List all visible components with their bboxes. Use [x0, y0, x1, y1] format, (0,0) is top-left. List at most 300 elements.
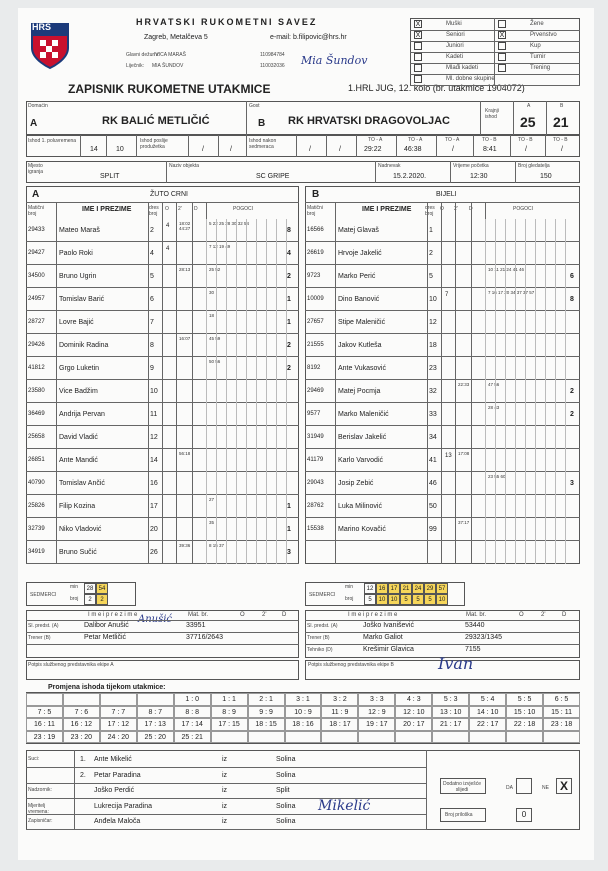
- player-goal-minutes: 28 43: [488, 405, 500, 410]
- category-right-label: Turnir: [530, 54, 546, 60]
- goal-grid-line: [545, 219, 546, 564]
- goal-grid-line: [256, 219, 257, 564]
- official-mat: 7155: [465, 646, 481, 653]
- player-number: 33: [429, 411, 437, 418]
- sedmerci-minute: 16: [376, 583, 388, 594]
- sedmerci-minute: 17: [388, 583, 400, 594]
- score-change-cell: 13 : 10: [432, 706, 469, 719]
- player-mat: 10009: [307, 296, 324, 302]
- score-change-cell: 8 : 9: [211, 706, 248, 719]
- to-a2: 46:38: [404, 146, 422, 153]
- glavni-name: IVICA MARAŠ: [154, 52, 186, 58]
- referee-role-label: Zapisničar:: [28, 818, 53, 824]
- dodatno-box: [440, 778, 486, 794]
- player-suspension: 18:02 44:27: [179, 221, 191, 231]
- player-goal-total: 4: [287, 250, 291, 257]
- score-change-cell: 16 : 11: [26, 718, 63, 731]
- league-info: 1.HRL JUG, 12. kolo (br. utakmice 1904072): [348, 83, 525, 93]
- category-divider: [410, 63, 580, 64]
- sedmerci-a-broj-label: broj: [70, 596, 79, 602]
- official-name: Petar Metličić: [84, 634, 127, 641]
- referee-divider: [26, 829, 426, 830]
- official-divider: [305, 632, 580, 633]
- score-change-cell: [506, 731, 543, 744]
- player-suspension: 16:07: [179, 336, 191, 341]
- object-label: Naziv objekta: [169, 163, 200, 169]
- player-goal-total: 1: [287, 526, 291, 533]
- player-number: 99: [429, 526, 437, 533]
- player-goal-total: 2: [287, 342, 291, 349]
- ne-label: NE: [542, 785, 549, 791]
- category-right-checkbox[interactable]: [498, 64, 506, 72]
- player-warning: 7: [445, 292, 449, 298]
- referee-number: 1.: [80, 756, 86, 763]
- official-name: Marko Galiot: [363, 634, 403, 641]
- match-report-sheet: [18, 8, 594, 860]
- to-b2: /: [525, 146, 527, 153]
- player-name: Lovre Bajić: [59, 319, 94, 326]
- date-value: 15.2.2020.: [393, 173, 427, 180]
- score-change-cell: 21 : 17: [432, 718, 469, 731]
- referee-from: iz: [222, 756, 228, 763]
- score-change-cell: 11 : 9: [321, 706, 358, 719]
- player-name: Paolo Roki: [59, 250, 93, 257]
- home-label: Domaćin: [28, 103, 48, 109]
- score-change-cell: 6 : 5: [543, 693, 580, 706]
- player-mat: 8192: [307, 365, 321, 371]
- category-left-checkbox[interactable]: [414, 75, 422, 83]
- column-divider: [455, 202, 456, 564]
- score-change-cell: 25 : 21: [174, 731, 211, 744]
- player-goal-minutes: 50 56: [209, 359, 221, 364]
- referee-col: [426, 750, 427, 830]
- referee-divider: [26, 767, 426, 768]
- sedmerci-minute: 12: [364, 583, 376, 594]
- column-divider: [441, 202, 442, 564]
- sig-a-label: Potpis službenog predstavnika ekipe A: [28, 662, 114, 668]
- row-divider: [305, 494, 580, 495]
- player-goal-minutes: 45 59: [209, 336, 221, 341]
- player-number: 1: [429, 227, 433, 234]
- object-value: SC GRIPE: [256, 173, 290, 180]
- player-mat: 34500: [28, 273, 45, 279]
- official-divider: [26, 620, 299, 621]
- referee-city: Solina: [276, 771, 296, 779]
- score-change-cell: 20 : 17: [395, 718, 432, 731]
- player-mat: 41179: [307, 457, 324, 463]
- score-change-cell: 18 : 16: [285, 718, 322, 731]
- officials-b-ime-label: I m e i p r e z i m e: [348, 612, 398, 618]
- player-number: 16: [150, 480, 158, 487]
- player-mat: 24957: [28, 296, 45, 302]
- player-name: Marino Kovačić: [338, 526, 386, 533]
- prilozi-value: 0: [516, 808, 532, 822]
- officials-b-box: [305, 610, 580, 658]
- category-left-label: Juniori: [446, 43, 464, 49]
- category-left-checkbox[interactable]: [414, 53, 422, 61]
- goal-grid-line: [206, 219, 207, 564]
- player-suspension: 39:36: [179, 543, 191, 548]
- col-goals-a: POGOCI: [233, 206, 254, 212]
- extra1-a: /: [202, 146, 204, 153]
- to-b3: /: [561, 146, 563, 153]
- place-label: Mjesto igranja: [28, 163, 44, 175]
- player-number: 32: [429, 388, 437, 395]
- extra2-b: /: [339, 146, 341, 153]
- row-divider: [305, 379, 580, 380]
- category-left-label: Ml. dobne skupine: [446, 76, 495, 82]
- goal-grid-line: [246, 219, 247, 564]
- federation-name: HRVATSKI RUKOMETNI SAVEZ: [136, 17, 318, 27]
- to-a1: 29:22: [364, 146, 382, 153]
- score-change-cell: 15 : 10: [506, 706, 543, 719]
- score-change-cell: [358, 731, 395, 744]
- col-two-b: 2': [454, 206, 458, 212]
- score-change-cell: 19 : 17: [358, 718, 395, 731]
- sedmerci-count: 10: [436, 594, 448, 605]
- col-o-b: O: [440, 206, 444, 212]
- player-goal-total: 2: [287, 273, 291, 280]
- score-b: 21: [553, 114, 569, 130]
- player-goal-minutes: 30: [209, 290, 215, 295]
- score-change-cell: 9 : 9: [248, 706, 285, 719]
- player-goal-minutes: 8 15 37: [209, 543, 225, 548]
- row-divider: [305, 517, 580, 518]
- column-divider: [427, 202, 428, 564]
- column-divider: [148, 202, 149, 564]
- home-letter: A: [30, 118, 38, 129]
- player-mat: 25658: [28, 434, 45, 440]
- player-number: 5: [150, 273, 154, 280]
- official-a-signature: Anušić: [138, 614, 173, 625]
- official-role: Tehniko (D): [307, 647, 333, 653]
- official-mat: 33951: [186, 622, 206, 629]
- score-change-cell: 17 : 14: [174, 718, 211, 731]
- col-dres-a: dres broj: [149, 205, 159, 217]
- federation-email: e-mail: b.filipovic@hrs.hr: [270, 34, 347, 41]
- player-mat: 34919: [28, 549, 45, 555]
- player-number: 14: [150, 457, 158, 464]
- referee-from: iz: [222, 787, 228, 794]
- team-a-letter: A: [32, 189, 40, 200]
- goal-grid-line: [266, 219, 267, 564]
- category-left-checkbox[interactable]: [414, 64, 422, 72]
- referee-from: iz: [222, 818, 228, 825]
- player-mat: 28762: [307, 503, 324, 509]
- player-name: Josip Zebić: [338, 480, 374, 487]
- player-number: 7: [150, 319, 154, 326]
- player-mat: 29043: [307, 480, 324, 486]
- player-number: 2: [150, 227, 154, 234]
- category-left-label: Mlađi kadeti: [446, 65, 479, 71]
- player-mat: 29469: [307, 388, 324, 394]
- prilozi-label: Broj priloška: [445, 812, 473, 818]
- category-divider: [410, 74, 580, 75]
- row-divider: [305, 448, 580, 449]
- player-mat: 21555: [307, 342, 324, 348]
- referee-signature: Mikelić: [318, 798, 371, 814]
- ne-checkbox[interactable]: X: [556, 778, 572, 794]
- score-change-cell: [543, 731, 580, 744]
- score-change-cell: 3 : 3: [358, 693, 395, 706]
- goal-grid-line: [226, 219, 227, 564]
- to-a-label-3: TO - A: [445, 137, 460, 143]
- column-divider: [471, 202, 472, 564]
- row-divider: [305, 310, 580, 311]
- officials-a-mat-label: Mat. br.: [188, 612, 209, 618]
- referee-name: Ante Mikelić: [94, 756, 132, 763]
- score-change-cell: 16 : 12: [63, 718, 100, 731]
- lijecnik-phone: 110032036: [260, 63, 285, 69]
- category-right-checkbox[interactable]: [498, 53, 506, 61]
- place-value: SPLIT: [100, 173, 120, 180]
- player-goal-minutes: 7 16 17 20 34 37 37 57: [488, 290, 535, 295]
- score-change-cell: [137, 693, 174, 706]
- column-divider: [56, 202, 57, 564]
- score-change-cell: 3 : 1: [285, 693, 322, 706]
- sig-b-label: Potpis službenog predstavnika ekipe B: [308, 662, 394, 668]
- sedmerci-a-label: SEDMERCI: [30, 592, 57, 598]
- player-goal-minutes: 18: [209, 313, 215, 318]
- player-goal-total: 1: [287, 319, 291, 326]
- row-divider: [305, 287, 580, 288]
- player-goal-total: 3: [287, 549, 291, 556]
- category-left-label: Kadeti: [446, 54, 464, 60]
- score-change-cell: 8 : 8: [174, 706, 211, 719]
- category-right-checkbox[interactable]: X: [499, 32, 505, 39]
- goal-grid-line: [236, 219, 237, 564]
- score-change-cell: 7 : 5: [26, 706, 63, 719]
- row-divider: [305, 264, 580, 265]
- spectators-value: 150: [540, 173, 552, 180]
- category-right-label: Žene: [530, 21, 544, 27]
- team-a-color: ŽUTO CRNI: [150, 191, 188, 198]
- goal-grid-line: [535, 219, 536, 564]
- score-change-cell: 10 : 9: [285, 706, 322, 719]
- referee-divider: [26, 798, 426, 799]
- score-change-cell: 1 : 0: [174, 693, 211, 706]
- score-change-cell: [26, 693, 63, 706]
- category-left-checkbox[interactable]: [414, 42, 422, 50]
- referee-city: Solina: [276, 756, 296, 763]
- row-divider: [305, 333, 580, 334]
- home-team-name: RK BALIĆ METLIČIĆ: [102, 115, 210, 127]
- player-name: Filip Kozina: [59, 503, 96, 510]
- score-change-cell: 23 : 19: [26, 731, 63, 744]
- player-mat: 41812: [28, 365, 45, 371]
- player-number: 12: [150, 434, 158, 441]
- category-divider: [410, 41, 580, 42]
- player-suspension: 28:13: [179, 267, 191, 272]
- official-divider: [26, 632, 299, 633]
- official-divider: [305, 620, 580, 621]
- lijecnik-label: Liječnik:: [126, 63, 145, 69]
- player-number: 9: [150, 365, 154, 372]
- officials-a-two: 2': [262, 612, 267, 618]
- officials-a-d: D: [282, 612, 287, 618]
- player-mat: 9723: [307, 273, 321, 279]
- to-b1: 8:41: [483, 146, 497, 153]
- category-divider: [410, 85, 580, 86]
- guest-letter: B: [258, 118, 266, 129]
- player-goal-total: 2: [570, 411, 574, 418]
- player-goal-minutes: 10 11 21 24 41 46: [488, 267, 524, 272]
- player-mat: 36469: [28, 411, 45, 417]
- col-name-a: IME I PREZIME: [82, 206, 132, 213]
- player-number: 50: [429, 503, 437, 510]
- player-name: Luka Milinović: [338, 503, 382, 510]
- player-mat: 40790: [28, 480, 45, 486]
- player-mat: 15538: [307, 526, 324, 532]
- goal-grid-line: [555, 219, 556, 564]
- player-mat: 29427: [28, 250, 45, 256]
- column-divider: [192, 202, 193, 564]
- player-suspension: 22:33: [458, 382, 470, 387]
- player-name: Grgo Luketin: [59, 365, 100, 372]
- col-d-b: D: [469, 206, 473, 212]
- score-change-cell: 12 : 9: [358, 706, 395, 719]
- category-left-checkbox[interactable]: X: [415, 32, 421, 39]
- halftime-a: 14: [90, 146, 98, 153]
- player-goal-total: 2: [287, 365, 291, 372]
- referee-city: Solina: [276, 818, 296, 825]
- score-change-cell: [285, 731, 322, 744]
- player-number: 46: [429, 480, 437, 487]
- col-dres-b: dres broj: [425, 205, 435, 217]
- score-change-cell: 7 : 7: [100, 706, 137, 719]
- spectators-label: Broj gledatelja: [518, 163, 550, 169]
- col-d-a: D: [194, 206, 198, 212]
- player-name: Mateo Maraš: [59, 227, 100, 234]
- goal-grid-line: [525, 219, 526, 564]
- officials-a-o: O: [240, 612, 245, 618]
- official-role: Sl. predst. (A): [28, 623, 59, 629]
- score-change-cell: 24 : 20: [100, 731, 137, 744]
- score-change-cell: [395, 731, 432, 744]
- player-warning: 13: [445, 453, 452, 459]
- player-number: 12: [429, 319, 437, 326]
- score-change-cell: 7 : 6: [63, 706, 100, 719]
- halftime-b: 10: [116, 146, 124, 153]
- score-change-cell: 4 : 3: [395, 693, 432, 706]
- sedmerci-minute: 21: [400, 583, 412, 594]
- category-left-label: Seniori: [446, 32, 465, 38]
- referee-role-label: Mjeritelj vremena:: [28, 802, 49, 815]
- team-b-letter: B: [312, 189, 320, 200]
- player-suspension: 17:08: [458, 451, 470, 456]
- score-change-cell: 22 : 18: [506, 718, 543, 731]
- sedmerci-count: 2: [96, 594, 108, 605]
- score-change-cell: 5 : 4: [469, 693, 506, 706]
- referee-from: iz: [222, 771, 228, 779]
- extra2-label: Ishod nakon sedmeraca: [249, 138, 277, 150]
- time-label: Vrijeme početka: [453, 163, 489, 169]
- extra1-label: Ishod poslije produžetka: [140, 138, 168, 150]
- player-name: Marko Perić: [338, 273, 376, 280]
- score-change-cell: 5 : 5: [506, 693, 543, 706]
- player-number: 4: [150, 250, 154, 257]
- player-warning: 4: [166, 223, 170, 229]
- goal-grid-line: [216, 219, 217, 564]
- score-change-cell: 25 : 20: [137, 731, 174, 744]
- player-name: Karlo Varvodić: [338, 457, 384, 464]
- score-a: 25: [520, 114, 536, 130]
- player-number: 5: [429, 273, 433, 280]
- score-change-cell: 17 : 15: [211, 718, 248, 731]
- referee-divider: [26, 783, 426, 784]
- sedmerci-b-label: SEDMERCI: [309, 592, 336, 598]
- player-number: 20: [150, 526, 158, 533]
- player-name: Bruno Ugrin: [59, 273, 97, 280]
- time-value: 12:30: [470, 173, 488, 180]
- officials-b-mat-label: Mat. br.: [466, 612, 487, 618]
- player-number: 6: [150, 296, 154, 303]
- player-name: Niko Vladović: [59, 526, 102, 533]
- category-left-checkbox[interactable]: X: [415, 21, 421, 28]
- player-mat: 26619: [307, 250, 324, 256]
- score-change-cell: 14 : 10: [469, 706, 506, 719]
- player-number: 26: [150, 549, 158, 556]
- team-b-color: BIJELI: [436, 191, 457, 198]
- row-divider: [305, 402, 580, 403]
- row-divider: [305, 241, 580, 242]
- sedmerci-minute: 57: [436, 583, 448, 594]
- player-suspension: 37:17: [458, 520, 470, 525]
- sedmerci-count: 10: [388, 594, 400, 605]
- column-divider: [335, 202, 336, 564]
- row-divider: [305, 356, 580, 357]
- col-mat-b: Matični broj: [307, 205, 323, 217]
- referee-divider: [26, 814, 426, 815]
- to-b-label-2: TO - B: [518, 137, 533, 143]
- sedmerci-count: 10: [376, 594, 388, 605]
- player-name: David Vladić: [59, 434, 98, 441]
- to-a-label-1: TO - A: [368, 137, 383, 143]
- sedmerci-minute: 28: [84, 583, 96, 594]
- player-name: Dominik Radina: [59, 342, 109, 349]
- player-goal-minutes: 35: [209, 520, 215, 525]
- player-name: Andrija Pervan: [59, 411, 105, 418]
- col-two-a: 2': [178, 206, 182, 212]
- score-change-cell: 17 : 13: [137, 718, 174, 731]
- score-change-cell: [100, 693, 137, 706]
- score-change-cell: 8 : 7: [137, 706, 174, 719]
- goal-grid-line: [286, 219, 287, 564]
- da-label: DA: [506, 785, 513, 791]
- official-mat: 53440: [465, 622, 485, 629]
- da-checkbox[interactable]: [516, 778, 532, 794]
- player-mat: 32739: [28, 526, 45, 532]
- col-a-label: A: [527, 103, 531, 109]
- officials-b-d: D: [562, 612, 567, 618]
- column-divider: [176, 202, 177, 564]
- player-goal-minutes: 23 55 60: [488, 474, 506, 479]
- halftime-label: Ishod 1. poluvremena: [28, 138, 77, 144]
- category-left-label: Muški: [446, 21, 462, 27]
- player-mat: 27657: [307, 319, 324, 325]
- guest-team-name: RK HRVATSKI DRAGOVOLJAC: [288, 115, 450, 127]
- score-change-cell: 23 : 18: [543, 718, 580, 731]
- category-right-checkbox[interactable]: [498, 42, 506, 50]
- player-number: 17: [150, 503, 158, 510]
- player-goal-total: 1: [287, 296, 291, 303]
- category-right-checkbox[interactable]: [498, 20, 506, 28]
- score-change-cell: 22 : 17: [469, 718, 506, 731]
- player-mat: 31949: [307, 434, 324, 440]
- officials-b-o: O: [519, 612, 524, 618]
- player-goal-total: 1: [287, 503, 291, 510]
- player-mat: 16566: [307, 227, 324, 233]
